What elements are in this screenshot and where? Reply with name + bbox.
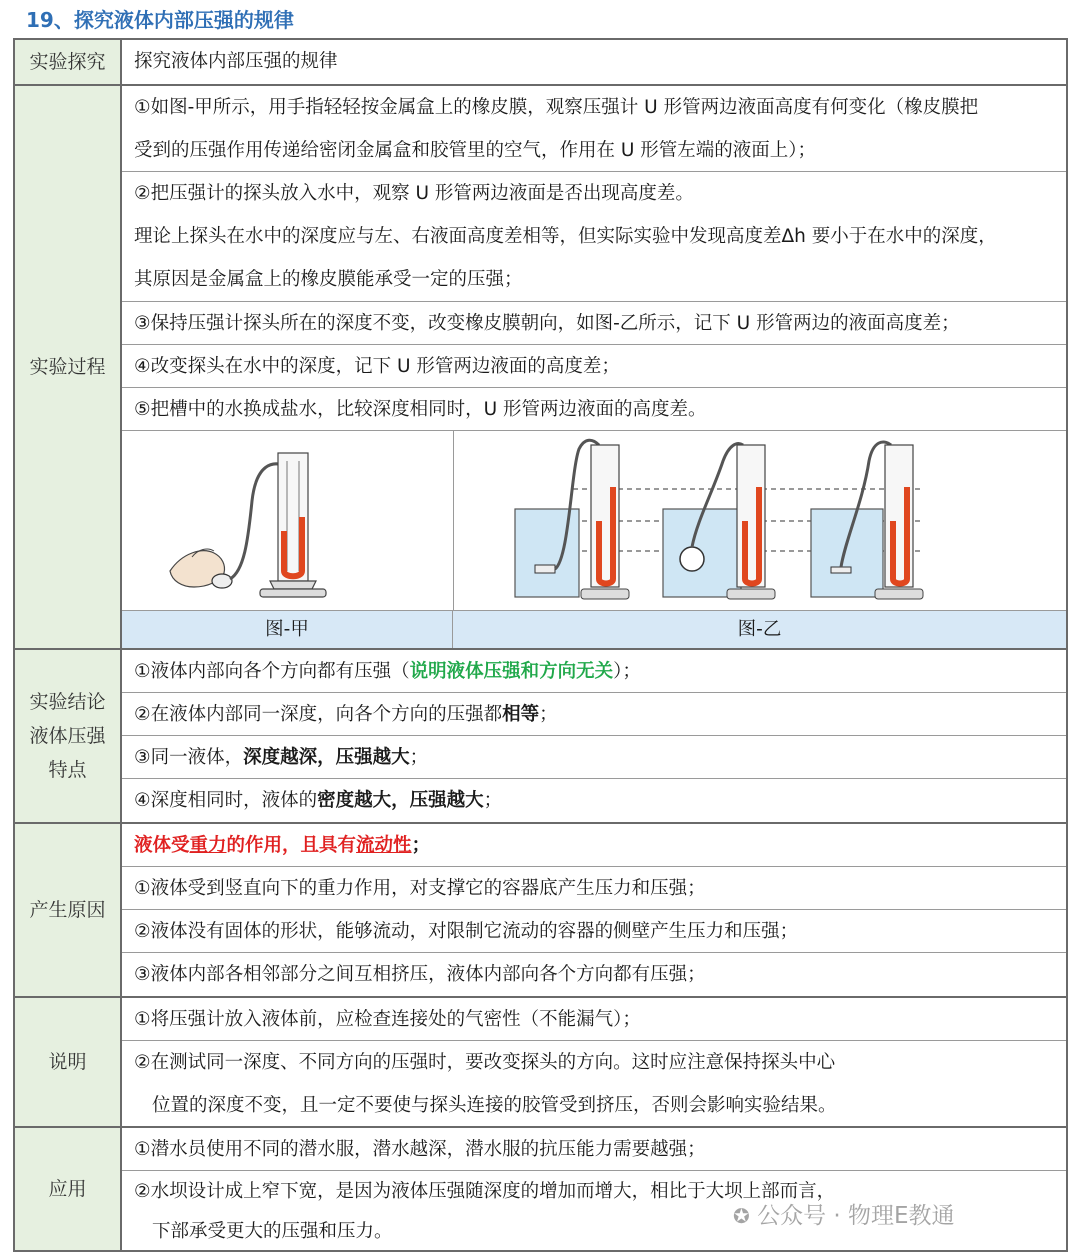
process-step-1 xyxy=(122,86,1066,172)
label-conclusion-line-1: 实验结论 xyxy=(29,691,106,713)
cause-1: ①液体受到竖直向下的重力作用，对支撑它的容器底产生压力和压强； xyxy=(122,867,1066,910)
notes-content xyxy=(122,998,1066,1126)
application-1: ①潜水员使用不同的潜水服，潜水越深，潜水服的抗压能力需要越强； xyxy=(122,1128,1066,1171)
figure-b-illustration xyxy=(453,431,1066,611)
conclusion-2-text: ②在液体内部同一深度，向各个方向的压强都 xyxy=(134,704,503,725)
conclusion-4-end: ； xyxy=(483,790,503,811)
step-1-line-2: 受到的压强作用传递给密闭金属盒和胶管里的空气，作用在 U 形管左端的液面上）； xyxy=(134,140,817,161)
process-step-4: ④改变探头在水中的深度，记下 U 形管两边液面的高度差； xyxy=(122,345,1066,388)
section-cause xyxy=(15,822,1066,996)
label-conclusion-line-3: 特点 xyxy=(48,759,87,781)
section-conclusion xyxy=(15,648,1066,822)
inquiry-content xyxy=(122,40,1066,84)
figure-caption-row xyxy=(122,610,1066,649)
label-application xyxy=(15,1128,122,1250)
label-inquiry-text: 实验探究 xyxy=(29,51,106,73)
conclusion-1-highlight: 说明液体压强和方向无关 xyxy=(409,661,614,682)
step-2-line-2: 理论上探头在水中的深度应与左、右液面高度差相等，但实际实验中发现高度差Δh 要小于在水中的深度， xyxy=(134,226,997,247)
step-1-line-1: ①如图-甲所示，用手指轻轻按金属盒上的橡皮膜，观察压强计 U 形管两边液面高度有何变化（橡皮膜把 xyxy=(134,97,979,118)
label-notes-text: 说明 xyxy=(48,1051,87,1073)
note-2-line-1: ②在测试同一深度、不同方向的压强时，要改变探头的方向。这时应注意保持探头中心 xyxy=(134,1052,836,1073)
process-step-2 xyxy=(122,172,1066,302)
note-2-line-2: 位置的深度不变，且一定不要使与探头连接的胶管受到挤压，否则会影响实验结果。 xyxy=(152,1095,837,1116)
cause-content xyxy=(122,824,1066,996)
conclusion-1 xyxy=(122,650,1066,693)
conclusion-4-text: ④深度相同时，液体的 xyxy=(134,790,318,811)
conclusion-2 xyxy=(122,693,1066,736)
watermark xyxy=(733,1196,955,1236)
application-2-line-2: 下部承受更大的压强和压力。 xyxy=(152,1221,393,1242)
conclusion-2-bold: 相等 xyxy=(502,704,540,725)
conclusion-2-end: ； xyxy=(539,704,558,725)
step-2-line-3: 其原因是金属盒上的橡皮膜能承受一定的压强； xyxy=(134,269,523,290)
note-1: ①将压强计放入液体前，应检查连接处的气密性（不能漏气）； xyxy=(122,998,1066,1041)
conclusion-1-end: ）； xyxy=(613,661,641,682)
application-2-line-1: ②水坝设计成上窄下宽，是因为液体压强随深度的增加而增大，相比于大坝上部而言， xyxy=(134,1181,836,1202)
label-conclusion xyxy=(15,650,122,822)
cause-3: ③液体内部各相邻部分之间互相挤压，液体内部向各个方向都有压强； xyxy=(134,964,706,985)
label-conclusion-line-2: 液体压强 xyxy=(29,725,106,747)
caption-figure-b: 图-乙 xyxy=(737,619,782,640)
cause-summary xyxy=(122,824,1066,867)
label-application-text: 应用 xyxy=(48,1178,87,1200)
section-notes xyxy=(15,996,1066,1126)
note-2 xyxy=(122,1041,1066,1127)
conclusion-1-text: ①液体内部向各个方向都有压强（ xyxy=(134,661,410,682)
conclusion-4 xyxy=(122,779,1066,822)
section-inquiry xyxy=(15,40,1066,84)
wechat-icon: ✪ xyxy=(733,1204,750,1228)
conclusion-content xyxy=(122,650,1066,822)
process-content xyxy=(122,86,1066,648)
inquiry-text: 探究液体内部压强的规律 xyxy=(134,51,338,72)
cause-summary-part-1: 液体受 xyxy=(134,835,190,856)
figure-row xyxy=(122,431,1066,649)
conclusion-3-bold: 深度越深，压强越大 xyxy=(243,747,410,768)
watermark-text: 公众号 · 物理E教通 xyxy=(757,1203,955,1229)
cause-2: ②液体没有固体的形状，能够流动，对限制它流动的容器的侧壁产生压力和压强； xyxy=(122,910,1066,953)
cause-summary-end: ； xyxy=(411,835,431,856)
label-process-text: 实验过程 xyxy=(29,356,106,378)
section-process xyxy=(15,84,1066,648)
label-process xyxy=(15,86,122,648)
process-step-5: ⑤把槽中的水换成盐水，比较深度相同时，U 形管两边液面的高度差。 xyxy=(122,388,1066,431)
caption-figure-a: 图-甲 xyxy=(122,611,453,649)
step-2-line-1: ②把压强计的探头放入水中，观察 U 形管两边液面是否出现高度差。 xyxy=(134,183,694,204)
label-inquiry xyxy=(15,40,122,84)
cause-summary-fluidity: 流动性 xyxy=(356,835,412,856)
conclusion-3 xyxy=(122,736,1066,779)
cause-summary-gravity: 重力 xyxy=(189,835,227,856)
experiment-table xyxy=(13,38,1068,1252)
page-title: 19、探究液体内部压强的规律 xyxy=(26,8,294,32)
label-cause xyxy=(15,824,122,996)
label-cause-text: 产生原因 xyxy=(29,899,106,921)
conclusion-3-end: ； xyxy=(409,747,429,768)
figure-a-illustration xyxy=(122,431,453,611)
conclusion-3-text: ③同一液体， xyxy=(134,747,244,768)
conclusion-4-bold: 密度越大，压强越大 xyxy=(317,790,484,811)
process-step-3: ③保持压强计探头所在的深度不变，改变橡皮膜朝向，如图-乙所示，记下 U 形管两边的液面高度差； xyxy=(122,302,1066,345)
label-notes xyxy=(15,998,122,1126)
cause-summary-part-2: 的作用，且具有 xyxy=(226,835,357,856)
